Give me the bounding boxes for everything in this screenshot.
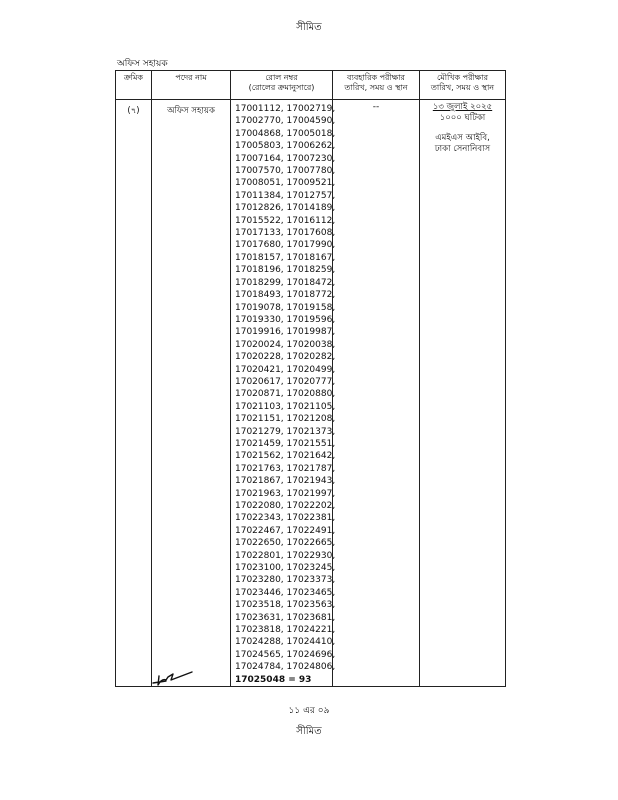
roll-number-line: 17020421, 17020499, [235,364,336,375]
roll-number-line: 17021562, 17021642, [235,451,336,462]
header-roll-number: রোল নম্বর (রোলের ক্রমানুসারে) [231,71,333,100]
viva-time: ১০০০ ঘটিকা [439,112,486,123]
roll-number-line: 17020024, 17020038, [235,339,336,350]
serial-cell: (৭) [116,100,152,687]
roll-number-line: 17007164, 17007230, [235,153,336,164]
roll-number-line: 17019078, 17019158, [235,302,336,313]
roll-number-line: 17020228, 17020282, [235,352,336,363]
roll-number-line: 17022801, 17022930, [235,550,336,561]
roll-number-line: 17021279, 17021373, [235,426,336,437]
roll-number-line: 17023446, 17023465, [235,587,336,598]
roll-number-line: 17001112, 17002719, [235,104,336,114]
roll-number-line: 17021151, 17021208, [235,414,336,425]
page-number: ১১ এর ০৯ [288,706,330,716]
roll-number-line: 17024565, 17024696, [235,649,336,660]
roll-number-line: 17018196, 17018259, [235,265,336,276]
roll-number-line: 17017680, 17017990, [235,240,336,251]
table-header-row [116,71,506,100]
exam-schedule-table [115,70,506,687]
roll-number-line: 17012826, 17014189, [235,203,336,214]
roll-number-line: 17022650, 17022665, [235,538,336,549]
header-post-name: পদের নাম [152,71,231,100]
table-row [116,100,506,687]
roll-number-line: 17015522, 17016112, [235,215,336,226]
roll-number-line: 17021963, 17021997, [235,488,336,499]
roll-number-line: 17023518, 17023563, [235,600,336,611]
roll-number-line: 17011384, 17012757, [235,190,336,201]
roll-number-line: 17017133, 17017608, [235,228,336,239]
practical-exam-cell: -- [333,100,420,687]
roll-number-line: 17022080, 17022202, [235,501,336,511]
roll-number-line: 17021867, 17021943, [235,476,336,487]
section-title: অফিস সহায়ক [117,59,168,69]
roll-number-line: 17019916, 17019987, [235,327,336,338]
viva-exam-cell [420,100,506,687]
roll-number-line: 17022467, 17022491, [235,525,336,536]
roll-number-line: 17022343, 17022381, [235,513,336,524]
header-viva-exam: মৌখিক পরীক্ষার তারিখ, সময় ও স্থান [420,71,506,100]
roll-number-line: 17008051, 17009521, [235,178,336,189]
viva-venue: এমইএস আইবি, ঢাকা সেনানিবাস [434,133,491,154]
roll-number-line: 17021459, 17021551, [235,438,336,449]
roll-number-line: 17018157, 17018167, [235,252,336,263]
header-practical-exam: ব্যবহারিক পরীক্ষার তারিখ, সময় ও স্থান [333,71,420,100]
bottom-classification-mark: সীমিত [296,726,322,737]
roll-number-line: 17021103, 17021105, [235,401,336,412]
roll-number-line: 17018299, 17018472, [235,277,336,288]
roll-number-line: 17023818, 17024221, [235,625,336,636]
roll-total: 17025048 = 93 [235,674,312,685]
roll-number-line: 17023631, 17023681, [235,612,336,623]
roll-number-line: 17004868, 17005018, [235,128,336,139]
roll-number-line: 17023100, 17023245, [235,563,336,574]
roll-number-line: 17018493, 17018772, [235,290,336,301]
roll-number-line: 17007570, 17007780, [235,166,336,177]
viva-date: ১৩ জুলাই ২০২৫ [432,102,493,112]
roll-number-line: 17021763, 17021787, [235,463,336,474]
roll-number-line: 17024288, 17024410, [235,637,336,648]
roll-numbers-cell [231,100,336,687]
top-classification-mark: সীমিত [296,22,322,33]
header-serial: ক্রমিক [116,71,152,100]
roll-number-line: 17023280, 17023373, [235,575,336,586]
roll-number-line: 17020617, 17020777, [235,376,336,387]
roll-number-line: 17024784, 17024806, [235,662,336,673]
roll-number-line: 17002770, 17004590, [235,116,336,127]
handwritten-signature [150,668,200,692]
roll-number-line: 17005803, 17006262, [235,141,336,152]
roll-number-list [235,103,336,674]
post-name-cell: অফিস সহায়ক [152,100,231,687]
roll-number-line: 17020871, 17020880, [235,389,336,400]
roll-number-line: 17019330, 17019596, [235,314,336,325]
